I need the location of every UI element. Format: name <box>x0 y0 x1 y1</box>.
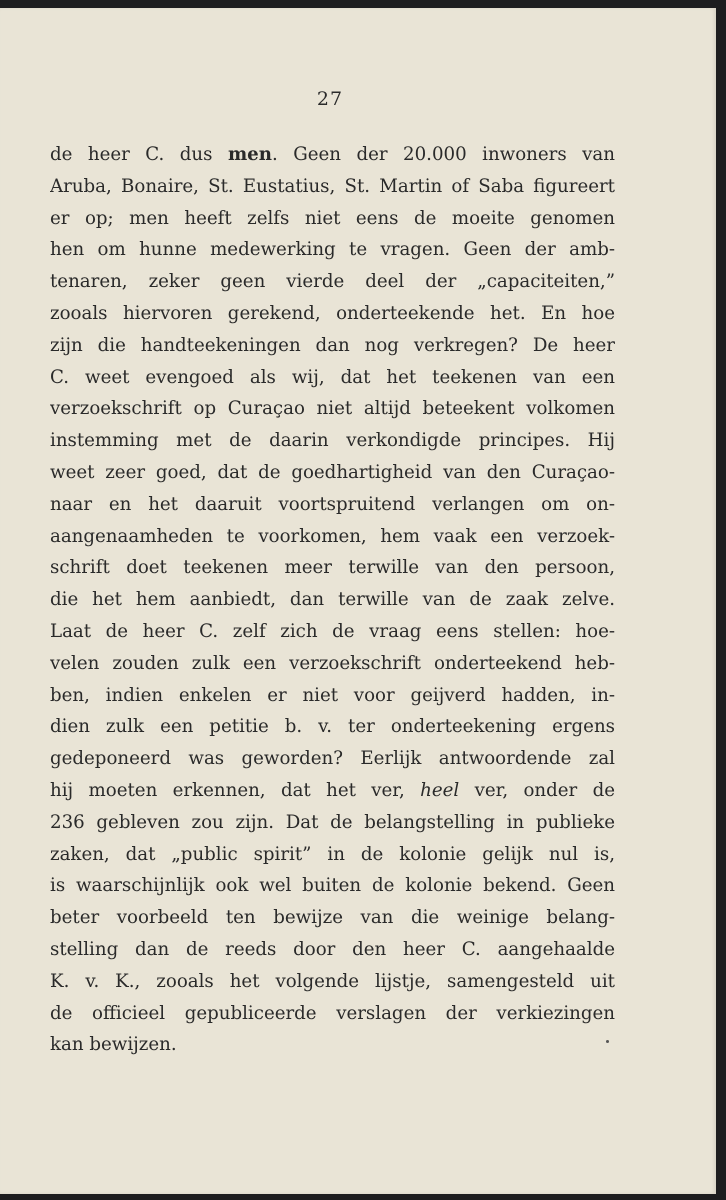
text-line: velen zouden zulk een verzoekschrift onderteekend heb- <box>50 652 615 674</box>
text-line: stelling dan de reeds door den heer C. aangehaalde <box>50 938 615 960</box>
text-line: zooals hiervoren gerekend, onderteekende het. En hoe <box>50 302 615 324</box>
text-line: Aruba, Bonaire, St. Eustatius, St. Martin of Saba figureert <box>50 175 615 197</box>
text-line: aangenaamheden te voorkomen, hem vaak een verzoek- <box>50 525 615 547</box>
book-page <box>0 8 716 1194</box>
text-line: is waarschijnlijk ook wel buiten de kolonie bekend. Geen <box>50 875 615 897</box>
text-line: Laat de heer C. zelf zich de vraag eens stellen: hoe- <box>50 620 615 642</box>
bold-word: men <box>227 144 272 165</box>
text-line: 236 gebleven zou zijn. Dat de belangstelling in publieke <box>50 811 615 833</box>
ink-speck <box>606 1040 609 1043</box>
text-line: verzoekschrift op Curaçao niet altijd beteekent volkomen <box>50 398 615 420</box>
text-line: ben, indien enkelen er niet voor geijverd hadden, in- <box>50 684 615 706</box>
text-line: die het hem aanbiedt, dan terwille van de zaak zelve. <box>50 589 615 611</box>
text-line: zijn die handteekeningen dan nog verkregen? De heer <box>50 334 615 356</box>
text-line: dien zulk een petitie b. v. ter onderteekening ergens <box>50 716 615 738</box>
text-line: er op; men heeft zelfs niet eens de moeite genomen <box>50 207 615 229</box>
text-line-last: kan bewijzen. <box>50 1034 177 1056</box>
text-line: tenaren, zeker geen vierde deel der „capaciteiten,” <box>50 271 615 293</box>
text-line: hij moeten erkennen, dat het ver, heel ver, onder de <box>50 779 615 801</box>
italic-word: heel <box>420 779 460 801</box>
text-line: weet zeer goed, dat de goedhartigheid van den Curaçao- <box>50 461 615 483</box>
page-number: 27 <box>316 88 344 110</box>
body-text <box>50 139 615 1061</box>
text-line: de officieel gepubliceerde verslagen der verkiezingen <box>50 1002 615 1024</box>
text-line: naar en het daaruit voortspruitend verlangen om on- <box>50 493 615 515</box>
text-line: de heer C. dus men. Geen der 20.000 inwoners van <box>50 144 615 165</box>
text-line: zaken, dat „public spirit” in de kolonie gelijk nul is, <box>50 843 615 865</box>
text-line: instemming met de daarin verkondigde principes. Hij <box>50 430 615 452</box>
text-line: gedeponeerd was geworden? Eerlijk antwoordende zal <box>50 748 615 770</box>
text-line: beter voorbeeld ten bewijze van die weinige belang- <box>50 907 615 929</box>
text-line: K. v. K., zooals het volgende lijstje, samengesteld uit <box>50 970 615 992</box>
text-line: C. weet evengoed als wij, dat het teekenen van een <box>50 366 615 388</box>
text-line: schrift doet teekenen meer terwille van den persoon, <box>50 557 615 579</box>
text-line: hen om hunne medewerking te vragen. Geen der amb- <box>50 239 615 261</box>
